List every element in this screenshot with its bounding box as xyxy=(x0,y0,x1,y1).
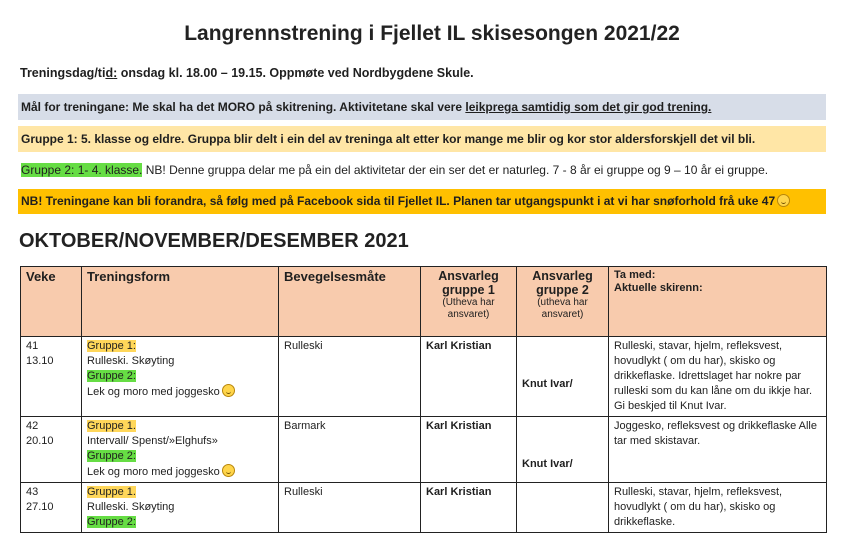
responsible-g2-cell: Knut Ivar/ xyxy=(517,417,609,483)
responsible-g1-cell: Karl Kristian xyxy=(421,483,517,533)
schedule-line xyxy=(20,66,474,80)
group2-text: NB! Denne gruppa delar me på ein del aktivitetar der ein ser det er naturleg. 7 - 8 år ei gruppe og 9 – 10 år ei gruppe. xyxy=(142,163,769,177)
activity-cell: Gruppe 1. Rulleski. Skøyting Gruppe 2: xyxy=(82,483,279,533)
nb-text: NB! Treningane kan bli forandra, så følg med på Facebook sida til Fjellet IL. Planen tar utgangspunkt i at vi har snøforhold frå uke 47 xyxy=(21,194,776,208)
week-cell: 43 27.10 xyxy=(21,483,82,533)
table-row xyxy=(21,483,827,533)
header-treningsform: Treningsform xyxy=(82,267,279,337)
header-ansvarleg-g2: Ansvarleg gruppe 2 (utheva har ansvaret) xyxy=(517,267,609,337)
week-cell: 42 20.10 xyxy=(21,417,82,483)
nb-band xyxy=(18,189,826,214)
smiley-icon xyxy=(777,194,790,207)
group1-band: Gruppe 1: 5. klasse og eldre. Gruppa blir delt i ein del av treninga alt etter kor mange me blir og kor stor aldersforskjell det vil bli. xyxy=(18,126,826,152)
movement-cell: Rulleski xyxy=(279,483,421,533)
goal-band xyxy=(18,94,826,120)
activity-cell: Gruppe 1: Rulleski. Skøyting Gruppe 2: Lek og moro med joggesko xyxy=(82,337,279,417)
movement-cell: Rulleski xyxy=(279,337,421,417)
goal-text: Mål for treningane: Me skal ha det MORO på skitrening. Aktivitetane skal vere xyxy=(21,100,466,114)
week-cell: 41 13.10 xyxy=(21,337,82,417)
bring-cell: Rulleski, stavar, hjelm, refleksvest, hovudlykt ( om du har), skisko og drikkeflaske. xyxy=(609,483,827,533)
schedule-text: onsdag kl. 18.00 – 19.15. Oppmøte ved Nordbygdene Skule. xyxy=(117,66,474,80)
table-row xyxy=(21,337,827,417)
group2-band xyxy=(18,157,826,183)
training-table xyxy=(20,266,827,533)
responsible-g2-cell: Knut Ivar/ xyxy=(517,337,609,417)
schedule-label-colon: : xyxy=(113,66,118,80)
schedule-label-d: d xyxy=(105,66,114,80)
responsible-g2-cell xyxy=(517,483,609,533)
goal-underlined: leikprega samtidig som det gir god trening. xyxy=(465,100,712,114)
movement-cell: Barmark xyxy=(279,417,421,483)
group2-highlight: Gruppe 2: 1- 4. klasse. xyxy=(21,163,143,177)
table-header-row xyxy=(21,267,827,337)
header-ta-med: Ta med: Aktuelle skirenn: xyxy=(609,267,827,337)
header-bevegelse: Bevegelsesmåte xyxy=(279,267,421,337)
document-title: Langrennstrening i Fjellet IL skisesongen 2021/22 xyxy=(184,22,680,45)
section-heading: OKTOBER/NOVEMBER/DESEMBER 2021 xyxy=(19,230,409,252)
header-ansvarleg-g1: Ansvarleg gruppe 1 (Utheva har ansvaret) xyxy=(421,267,517,337)
smiley-icon xyxy=(222,464,235,477)
header-veke: Veke xyxy=(21,267,82,337)
responsible-g1-cell: Karl Kristian xyxy=(421,337,517,417)
bring-cell: Joggesko, refleksvest og drikkeflaske Alle tar med skistavar. xyxy=(609,417,827,483)
activity-cell: Gruppe 1. Intervall/ Spenst/»Elghufs» Gruppe 2: Lek og moro med joggesko xyxy=(82,417,279,483)
responsible-g1-cell: Karl Kristian xyxy=(421,417,517,483)
bring-cell: Rulleski, stavar, hjelm, refleksvest, hovudlykt ( om du har), skisko og drikkeflaske. Idrettslaget har nokre par rulleski som du kan låne om du ikkje har. Gi beskjed til Knut Ivar. xyxy=(609,337,827,417)
smiley-icon xyxy=(222,384,235,397)
schedule-label: Treningsdag/ti xyxy=(20,66,106,80)
table-row xyxy=(21,417,827,483)
